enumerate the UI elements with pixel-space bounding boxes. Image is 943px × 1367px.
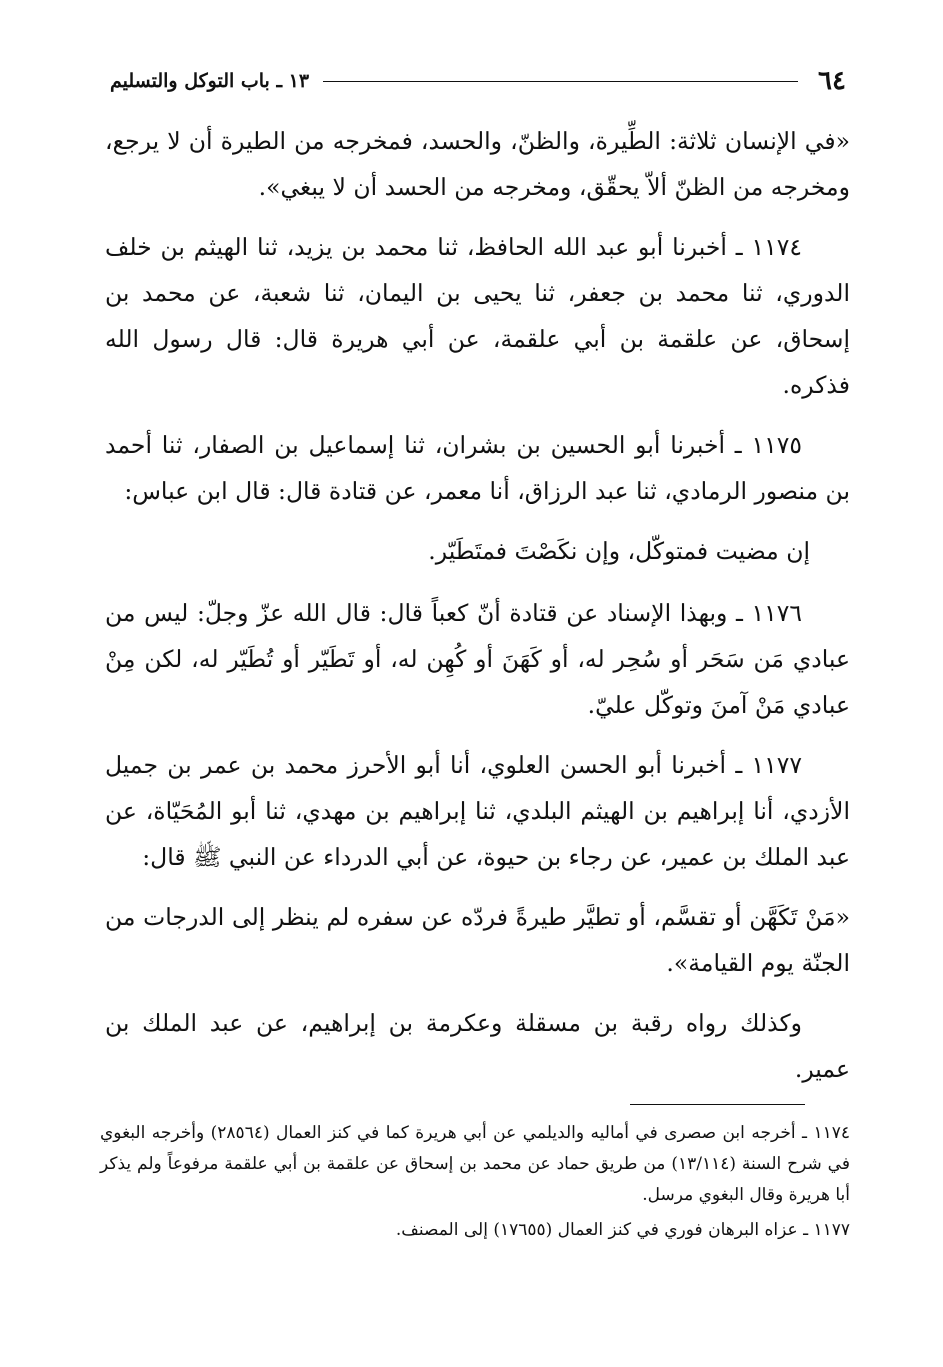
chapter-title: ١٣ ـ باب التوكل والتسليم [110, 70, 310, 92]
footnote-separator [630, 1104, 805, 1105]
hadith-quote-1177: «مَنْ تَكَهَّن أو تقسَّم، أو تطيَّر طيرةً فردّه عن سفره لم ينظر إلى الدرجات من الجنّة يوم القيامة». [105, 903, 850, 977]
main-text [105, 118, 850, 1106]
running-header [110, 66, 852, 96]
footnote-1174: ١١٧٤ ـ أخرجه ابن صصرى في أماليه والديلمي عن أبي هريرة كما في كنز العمال (٢٨٥٦٤) وأخرجه البغوي في شرح السنة (١٣/١١٤) من طريق حماد عن محمد بن إسحاق عن علقمة بن أبي علقمة مرفوعاً ولم يذكر أبا هريرة وقال البغوي مرسل. [100, 1123, 850, 1205]
narration-1176: ١١٧٦ ـ وبهذا الإسناد عن قتادة أنّ كعباً قال: قال الله عزّ وجلّ: ليس من عبادي مَن سَحَر أو سُحِر له، أو كَهَنَ أو كُهِن له، أو تَطَيّر أو تُطَيّر له، لكن مِنْ عبادي مَنْ آمنَ وتوكّل عليّ. [105, 599, 850, 719]
footnotes [100, 1118, 850, 1250]
header-rule [323, 81, 798, 82]
closing-note: وكذلك رواه رقبة بن مسقلة وعكرمة بن إبراهيم، عن عبد الملك بن عمير. [105, 1009, 850, 1083]
narration-1175: ١١٧٥ ـ أخبرنا أبو الحسين بن بشران، ثنا إسماعيل بن الصفار، ثنا أحمد بن منصور الرمادي، ثنا عبد الرزاق، أنا معمر، عن قتادة قال: قال ابن عباس: [105, 431, 850, 505]
narration-1174: ١١٧٤ ـ أخبرنا أبو عبد الله الحافظ، ثنا محمد بن يزيد، ثنا الهيثم بن خلف الدوري، ثنا محمد بن جعفر، ثنا يحيى بن اليمان، ثنا شعبة، عن محمد بن إسحاق، عن علقمة بن أبي علقمة، عن أبي هريرة قال: قال رسول الله فذكره. [105, 233, 850, 399]
footnote-1177: ١١٧٧ ـ عزاه البرهان فوري في كنز العمال (١٧٦٥٥) إلى المصنف. [395, 1220, 850, 1240]
quote-ibn-abbas: إن مضيت فمتوكّل، وإن نكَصْتَ فمتَطَيّر. [428, 537, 810, 565]
hadith-quote: «في الإنسان ثلاثة: الطِّيرة، والظنّ، والحسد، فمخرجه من الطيرة أن لا يرجع، ومخرجه من الظنّ ألاّ يحقّق، ومخرجه من الحسد أن لا يبغي». [105, 127, 850, 201]
page-number: ٦٤ [818, 66, 846, 96]
narration-1177: ١١٧٧ ـ أخبرنا أبو الحسن العلوي، أنا أبو الأحرز محمد بن عمر بن جميل الأزدي، أنا إبراهيم بن الهيثم البلدي، ثنا إبراهيم بن مهدي، ثنا أبو المُحَيّاة، عن عبد الملك بن عمير، عن رجاء بن حيوة، عن أبي الدرداء عن النبي ﷺ قال: [105, 751, 850, 871]
